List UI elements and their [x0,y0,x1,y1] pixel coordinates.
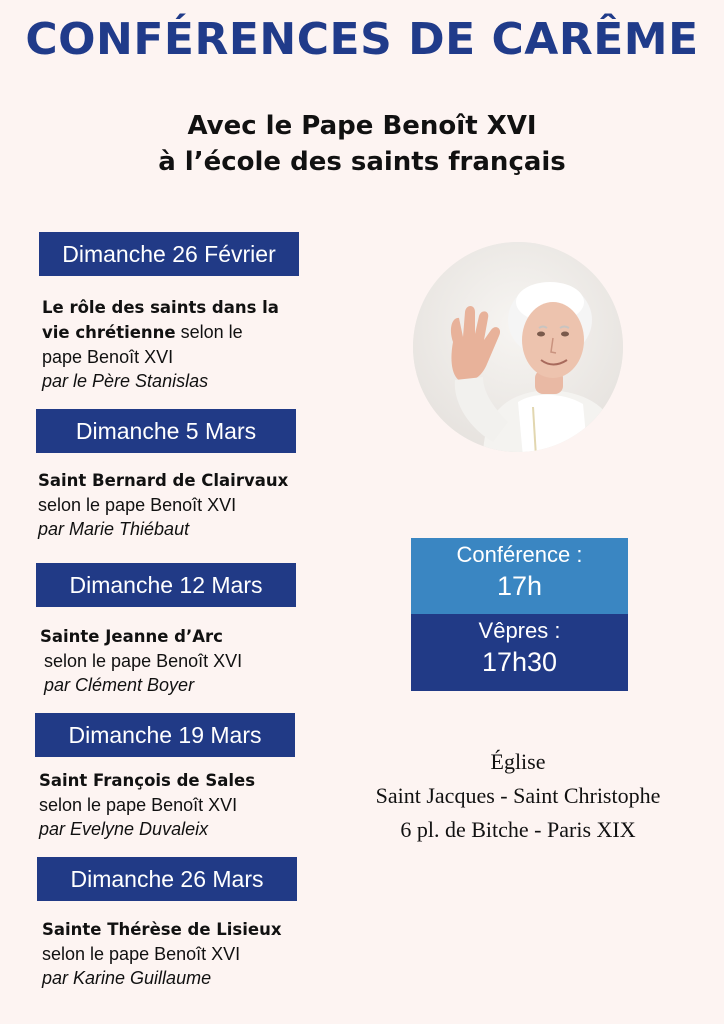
talk-title-cont: vie chrétienne [42,323,176,342]
date-badge: Dimanche 12 Mars [36,563,296,607]
date-badge: Dimanche 19 Mars [35,713,295,757]
vespers-time: 17h30 [481,647,558,677]
talk-speaker: par Marie Thiébaut [38,519,190,539]
talk-subtitle-cont: pape Benoît XVI [42,347,174,367]
talk-title: Saint Bernard de Clairvaux [38,471,289,490]
talk-title: Sainte Jeanne d’Arc [40,627,223,646]
talk-subtitle: selon le pape Benoît XVI [39,795,238,815]
talk-title: Le rôle des saints dans la [42,298,279,317]
talk-speaker: par Karine Guillaume [42,968,212,988]
subtitle-line-2: à l’école des saints français [158,147,566,177]
church-address: 6 pl. de Bitche - Paris XIX [400,817,636,842]
talk-subtitle: selon le [175,322,243,342]
talk-subtitle: selon le pape Benoît XVI [38,495,237,515]
date-badge: Dimanche 26 Février [39,232,299,276]
talk-title: Saint François de Sales [39,771,256,790]
page-title: CONFÉRENCES DE CARÊME [25,14,699,65]
vespers-label: Vêpres : [478,618,561,643]
talk-description [42,917,332,990]
talk-subtitle: selon le pape Benoît XVI [44,651,243,671]
conference-time: 17h [496,571,543,601]
talk-description [38,468,338,541]
talk-subtitle: selon le pape Benoît XVI [42,944,241,964]
conference-time-box [411,538,628,614]
talk-description [39,768,329,841]
pope-portrait-image [413,242,623,452]
vespers-time-box [411,614,628,691]
date-badge: Dimanche 5 Mars [36,409,296,453]
talk-description [42,295,332,393]
talk-speaker: par Clément Boyer [44,675,195,695]
talk-speaker: par Evelyne Duvaleix [39,819,209,839]
conference-label: Conférence : [456,542,583,567]
talk-speaker: par le Père Stanislas [42,371,209,391]
church-name: Saint Jacques - Saint Christophe [375,783,661,808]
date-badge: Dimanche 26 Mars [37,857,297,901]
talk-title: Sainte Thérèse de Lisieux [42,920,282,939]
page-subtitle [0,108,724,180]
church-heading: Église [490,749,546,774]
talk-description [40,624,330,697]
subtitle-line-1: Avec le Pape Benoît XVI [187,111,537,141]
church-location [330,745,706,847]
